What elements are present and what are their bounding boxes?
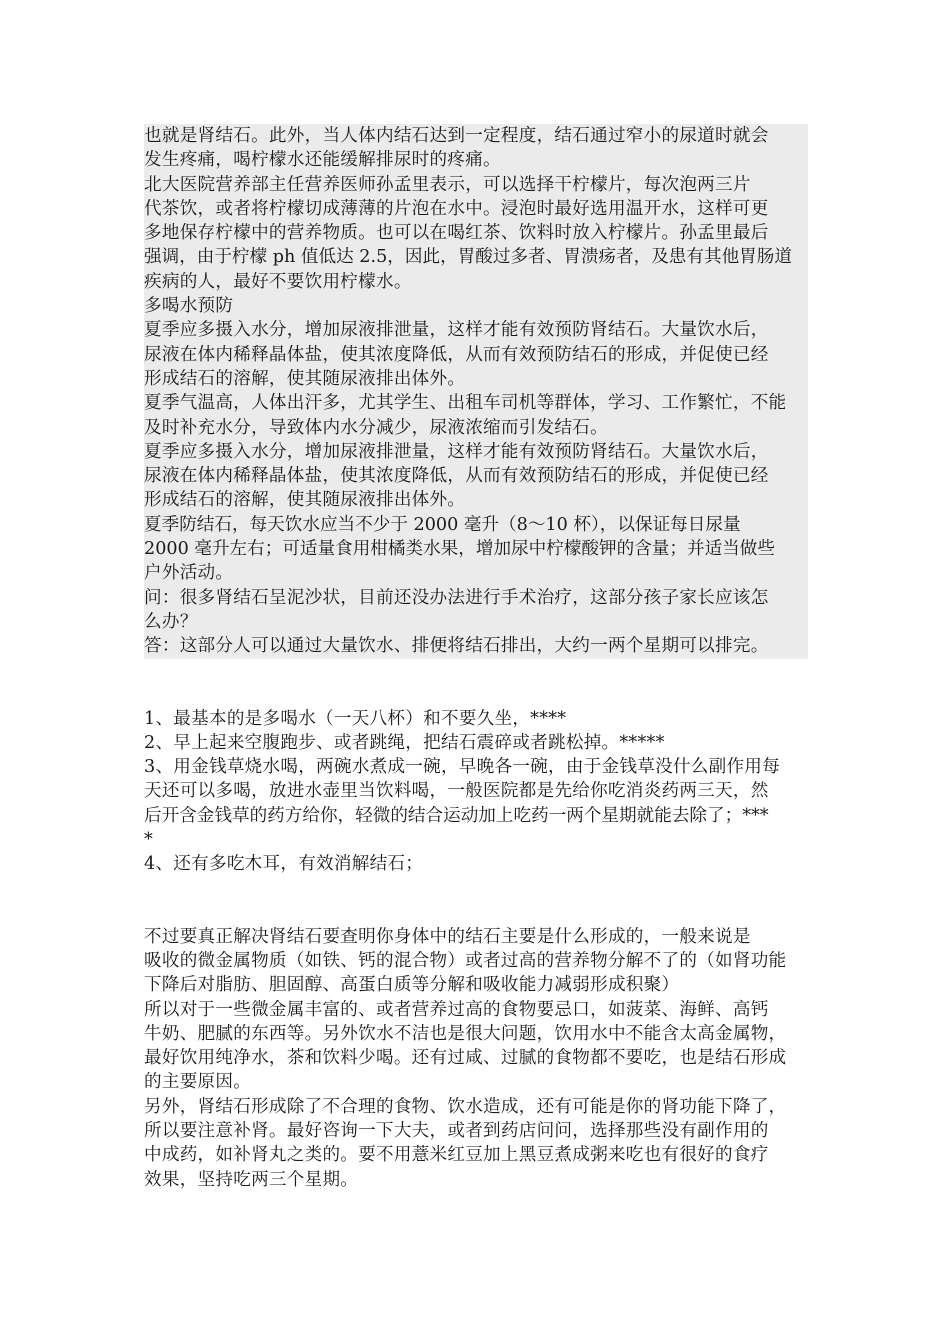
text-line: 尿液在体内稀释晶体盐，使其浓度降低，从而有效预防结石的形成，并促使已经 [144,344,769,365]
text-line: 代茶饮，或者将柠檬切成薄薄的片泡在水中。浸泡时最好选用温开水，这样可更 [144,198,769,219]
list-item: 天还可以多喝，放进水壶里当饮料喝，一般医院都是先给你吃消炎药两三天，然 [144,781,769,802]
text-line: 强调，由于柠檬 ph 值低达 2.5，因此，胃酸过多者、胃溃疡者，及患有其他胃肠道 [144,247,792,268]
text-line: 2000 毫升左右；可适量食用柑橘类水果，增加尿中柠檬酸钾的含量；并适当做些 [144,539,775,560]
text-line: 夏季气温高，人体出汗多，尤其学生、出租车司机等群体，学习、工作繁忙，不能 [144,393,787,414]
advice-section [144,925,808,1192]
text-line: 户外活动。 [144,563,234,584]
document-page [144,124,808,1192]
answer-line: 答：这部分人可以通过大量饮水、排便将结石排出，大约一两个星期可以排完。 [144,636,769,657]
text-line: 夏季应多摄入水分，增加尿液排泄量，这样才能有效预防肾结石。大量饮水后， [144,441,769,462]
list-item: 4、还有多吃木耳，有效消解结石； [144,854,424,875]
text-line: 形成结石的溶解，使其随尿液排出体外。 [144,490,466,511]
text-line: 疾病的人，最好不要饮用柠檬水。 [144,271,412,292]
question-line: 问：很多肾结石呈泥沙状，目前还没办法进行手术治疗，这部分孩子家长应该怎 [144,587,769,608]
list-item: 1、最基本的是多喝水（一天八杯）和不要久坐，**** [144,708,567,729]
section-heading: 多喝水预防 [144,296,234,317]
text-line: 所以要注意补肾。最好咨询一下大夫，或者到药店问问，选择那些没有副作用的 [144,1120,769,1141]
text-line: 多地保存柠檬中的营养物质。也可以在喝红茶、饮料时放入柠檬片。孙孟里最后 [144,223,769,244]
text-line: 下降后对脂肪、胆固醇、高蛋白质等分解和吸收能力减弱形成积聚） [144,975,680,996]
list-item: 3、用金钱草烧水喝，两碗水煮成一碗，早晚各一碗，由于金钱草没什么副作用每 [144,757,780,778]
text-line: 中成药，如补肾丸之类的。要不用薏米红豆加上黑豆煮成粥来吃也有很好的食疗 [144,1145,769,1166]
spacer [144,877,808,925]
text-line: 的主要原因。 [144,1072,252,1093]
text-line: 形成结石的溶解，使其随尿液排出体外。 [144,368,466,389]
remedy-list [144,707,808,877]
list-item: * [144,830,154,851]
text-line: 夏季应多摄入水分，增加尿液排泄量，这样才能有效预防肾结石。大量饮水后， [144,320,769,341]
text-line: 不过要真正解决肾结石要查明你身体中的结石主要是什么形成的，一般来说是 [144,926,751,947]
list-item: 2、早上起来空腹跑步、或者跳绳，把结石震碎或者跳松掉。***** [144,732,665,753]
text-line: 也就是肾结石。此外，当人体内结石达到一定程度，结石通过窄小的尿道时就会 [144,126,769,146]
text-line: 发生疼痛，喝柠檬水还能缓解排尿时的疼痛。 [144,150,501,171]
text-line: 北大医院营养部主任营养医师孙孟里表示，可以选择干柠檬片，每次泡两三片 [144,174,751,195]
text-line: 尿液在体内稀释晶体盐，使其浓度降低，从而有效预防结石的形成，并促使已经 [144,466,769,487]
text-line: 最好饮用纯净水，茶和饮料少喝。还有过咸、过腻的食物都不要吃，也是结石形成 [144,1048,787,1069]
text-line: 及时补充水分，导致体内水分减少，尿液浓缩而引发结石。 [144,417,608,438]
text-line: 牛奶、肥腻的东西等。另外饮水不洁也是很大问题，饮用水中不能含太高金属物， [144,1023,787,1044]
text-line: 夏季防结石，每天饮水应当不少于 2000 毫升（8～10 杯），以保证每日尿量 [144,514,741,535]
text-line: 另外，肾结石形成除了不合理的食物、饮水造成，还有可能是你的肾功能下降了， [144,1096,787,1117]
text-line: 效果，坚持吃两三个星期。 [144,1169,359,1190]
shaded-article-block [144,124,808,659]
question-line: 么办？ [144,611,198,632]
text-line: 吸收的微金属物质（如铁、钙的混合物）或者过高的营养物分解不了的（如肾功能 [144,950,787,971]
list-item: 后开含金钱草的药方给你，轻微的结合运动加上吃药一两个星期就能去除了；*** [144,805,769,826]
spacer [144,659,808,707]
text-line: 所以对于一些微金属丰富的、或者营养过高的食物要忌口，如菠菜、海鲜、高钙 [144,999,769,1020]
